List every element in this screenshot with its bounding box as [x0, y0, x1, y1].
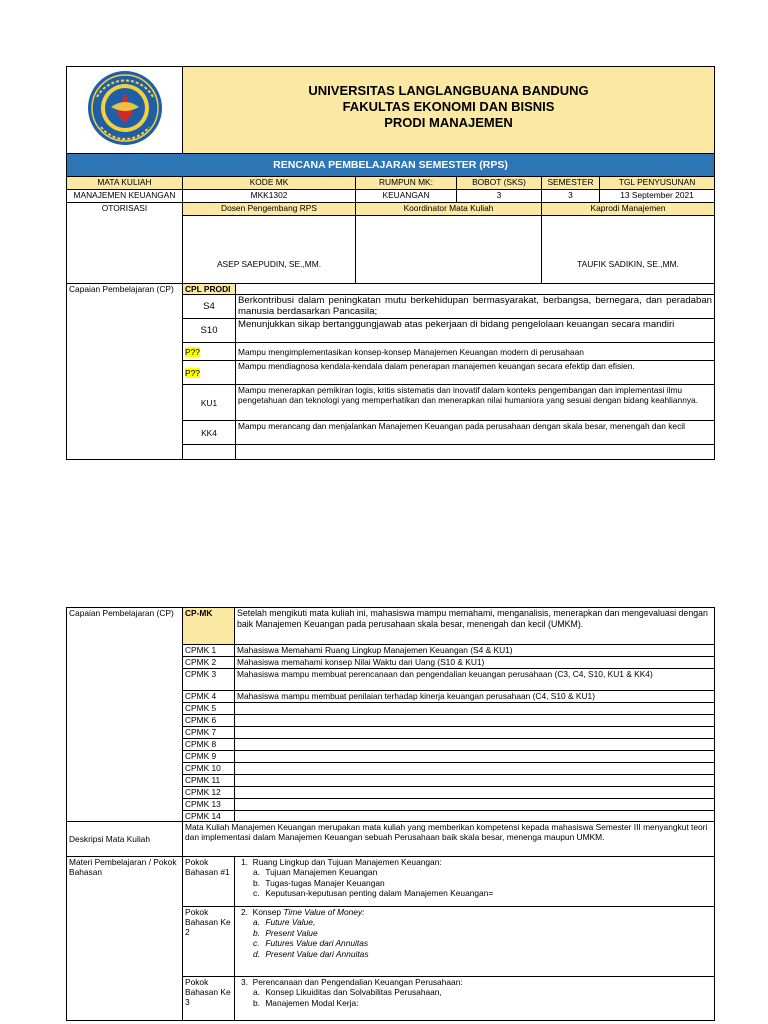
subtopic-list — [237, 867, 712, 899]
col-header-rumpun-mk: RUMPUN MK: — [356, 177, 457, 190]
cpl-code: P?? — [185, 367, 200, 378]
col-header-tgl: TGL PENYUSUNAN — [600, 177, 715, 190]
otorisasi-label: OTORISASI — [67, 203, 183, 284]
col-header-bobot: BOBOT (SKS) — [457, 177, 542, 190]
cpmk-code: CPMK 2 — [183, 657, 235, 669]
cpl-text: Menunjukkan sikap bertanggungjawab atas pekerjaan di bidang pengelolaan keuangan secara mandiri — [236, 319, 715, 343]
subtopic-item: c. Keputusan-keputusan penting dalam Manajemen Keuangan= — [253, 888, 494, 898]
header-koordinator: Koordinator Mata Kuliah — [356, 203, 542, 216]
cpmk-code: CPMK 7 — [183, 727, 235, 739]
value-rumpun-mk: KEUANGAN — [356, 190, 457, 203]
topic-title: 1. Ruang Lingkup dan Tujuan Manajemen Keuangan: — [241, 857, 442, 867]
cpmk-text — [235, 727, 715, 739]
cpmk-table — [66, 607, 715, 1021]
cpmk-text: Mahasiswa memahami konsep Nilai Waktu dari Uang (S10 & KU1) — [235, 657, 715, 669]
cpmk-text — [235, 811, 715, 822]
subtopic-item: b. Manajemen Modal Kerja: — [253, 997, 359, 1008]
subtopic-item: b. Present Value — [253, 927, 318, 938]
university-seal-icon — [67, 67, 183, 151]
subtopic-item: a. Tujuan Manajemen Keuangan — [253, 867, 378, 877]
cpmk-code: CPMK 8 — [183, 739, 235, 751]
value-kode-mk: MKK1302 — [183, 190, 356, 203]
col-header-kode-mk: KODE MK — [183, 177, 356, 190]
name-kaprodi: TAUFIK SADIKIN, SE.,MM. — [542, 216, 715, 284]
header-titles — [183, 67, 715, 154]
cpmk-text — [235, 715, 715, 727]
pokok-bahasan-label: Pokok Bahasan Ke 3 — [183, 977, 235, 1021]
subtopic-list — [237, 987, 712, 1008]
cpmk-text: Mahasiswa mampu membuat penilaian terhadap kinerja keuangan perusahaan (C4, S10 & KU1) — [235, 691, 715, 703]
program-name: PRODI MANAJEMEN — [384, 115, 513, 130]
value-bobot: 3 — [457, 190, 542, 203]
value-tgl: 13 September 2021 — [600, 190, 715, 203]
cpl-text: Mampu merancang dan menjalankan Manajemen Keuangan pada perusahaan dengan skala besar, menengah dan kecil — [236, 421, 715, 445]
cpmk-text — [235, 751, 715, 763]
cpmk-text — [235, 739, 715, 751]
cpmk-code: CPMK 10 — [183, 763, 235, 775]
cpl-text: Mampu mengimplementasikan konsep-konsep Manajemen Keuangan modern di perusahaan — [236, 343, 715, 361]
header-kaprodi: Kaprodi Manajemen — [542, 203, 715, 216]
subtopic-item: a. Konsep Likuiditas dan Solvabilitas Perusahaan, — [253, 987, 442, 997]
cpl-code: S4 — [183, 295, 236, 319]
cpl-header: CPL PRODI — [183, 284, 236, 295]
topic-cell — [235, 907, 715, 977]
col-header-mata-kuliah: MATA KULIAH — [67, 177, 183, 190]
pokok-bahasan-label: Pokok Bahasan #1 — [183, 857, 235, 907]
cpmk-code: CPMK 5 — [183, 703, 235, 715]
cpmk-text — [235, 787, 715, 799]
cpmk-code: CPMK 11 — [183, 775, 235, 787]
cpmk-text — [235, 703, 715, 715]
name-koordinator — [356, 216, 542, 284]
subtopic-list — [237, 917, 712, 959]
materi-label: Materi Pembelajaran / Pokok Bahasan — [67, 857, 183, 1021]
cpmk-code: CPMK 3 — [183, 669, 235, 691]
pokok-bahasan-label: Pokok Bahasan Ke 2 — [183, 907, 235, 977]
faculty-name: FAKULTAS EKONOMI DAN BISNIS — [342, 99, 555, 114]
cpl-code: P?? — [185, 346, 200, 357]
cpl-code: KK4 — [183, 421, 236, 445]
subtopic-item: d. Present Value dari Annuitas — [253, 948, 369, 959]
rps-header-table — [66, 66, 715, 460]
cpl-text: Mampu menerapkan pemikiran logis, kritis sistematis dan inovatif dalam konteks pengembangan dan implementasi ilmu pengetahuan dan teknologi yang memperhatikan dan menerapkan nilai humaniora yang sesuai dengan bidang keahliannya. — [236, 385, 715, 421]
subtopic-item: c. Futures Value dari Annuitas — [253, 938, 369, 948]
header-dosen-pengembang: Dosen Pengembang RPS — [183, 203, 356, 216]
university-name: UNIVERSITAS LANGLANGBUANA BANDUNG — [308, 83, 589, 98]
value-mata-kuliah: MANAJEMEN KEUANGAN — [67, 190, 183, 203]
deskripsi-label: Deskripsi Mata Kuliah — [67, 822, 183, 857]
cpmk-text — [235, 799, 715, 811]
deskripsi-text: Mata Kuliah Manajemen Keuangan merupakan mata kuliah yang memberikan kompetensi kepada mahasiswa Semester III menyangkut teori dan implementasi dalam Manajemen Keuangan sebuah Perusahaan baik skala besar, menenga maupun UMKM. — [183, 822, 715, 857]
cpmk-code: CPMK 12 — [183, 787, 235, 799]
topic-title: 3. Perencanaan dan Pengendalian Keuangan Perusahaan: — [241, 977, 463, 987]
cpmk-code: CPMK 9 — [183, 751, 235, 763]
cpmk-text: Mahasiswa mampu membuat perencanaan dan pengendalian keuangan perusahaan (C3, C4, S10, KU1 & KK4) — [235, 669, 715, 691]
logo-cell — [67, 67, 183, 154]
col-header-semester: SEMESTER — [542, 177, 600, 190]
value-semester: 3 — [542, 190, 600, 203]
cpmk-code: CPMK 4 — [183, 691, 235, 703]
rps-title: RENCANA PEMBELAJARAN SEMESTER (RPS) — [67, 154, 715, 177]
name-dosen-pengembang: ASEP SAEPUDIN, SE.,MM. — [183, 216, 356, 284]
cp-label: Capaian Pembelajaran (CP) — [67, 284, 183, 460]
cpmk-code: CPMK 13 — [183, 799, 235, 811]
cpl-text: Berkontribusi dalam peningkatan mutu berkehidupan bermasyarakat, berbangsa, bernegara, dan peradaban manusia berdasarkan Pancasila; — [236, 295, 715, 319]
cpmk-code: CPMK 6 — [183, 715, 235, 727]
cpl-text: Mampu mendiagnosa kendala-kendala dalam penerapan manajemen keuangan secara efektip dan efisien. — [236, 361, 715, 385]
cpl-code: KU1 — [183, 385, 236, 421]
topic-title: 2. Konsep Time Value of Money: — [241, 907, 365, 917]
cpmk-text: Mahasiswa Memahami Ruang Lingkup Manajemen Keuangan (S4 & KU1) — [235, 645, 715, 657]
subtopic-item: a. Future Value, — [253, 917, 316, 927]
topic-cell — [235, 857, 715, 907]
cpmk-code: CPMK 14 — [183, 811, 235, 822]
subtopic-item: b. Tugas-tugas Manajer Keuangan — [253, 877, 385, 888]
cpmk-text — [235, 775, 715, 787]
topic-cell — [235, 977, 715, 1021]
cp-label-2: Capaian Pembelajaran (CP) — [67, 608, 183, 822]
cpmk-text — [235, 763, 715, 775]
cpl-code: S10 — [183, 319, 236, 343]
cpmk-code: CPMK 1 — [183, 645, 235, 657]
cpmk-header: CP-MK — [183, 608, 235, 645]
cpmk-intro: Setelah mengikuti mata kuliah ini, mahasiswa mampu memahami, menganalisis, menerapkan dan mengevaluasi dengan baik Manajemen Keuangan pada perusahaan skala besar, menengah dan kecil (UMKM). — [235, 608, 715, 645]
